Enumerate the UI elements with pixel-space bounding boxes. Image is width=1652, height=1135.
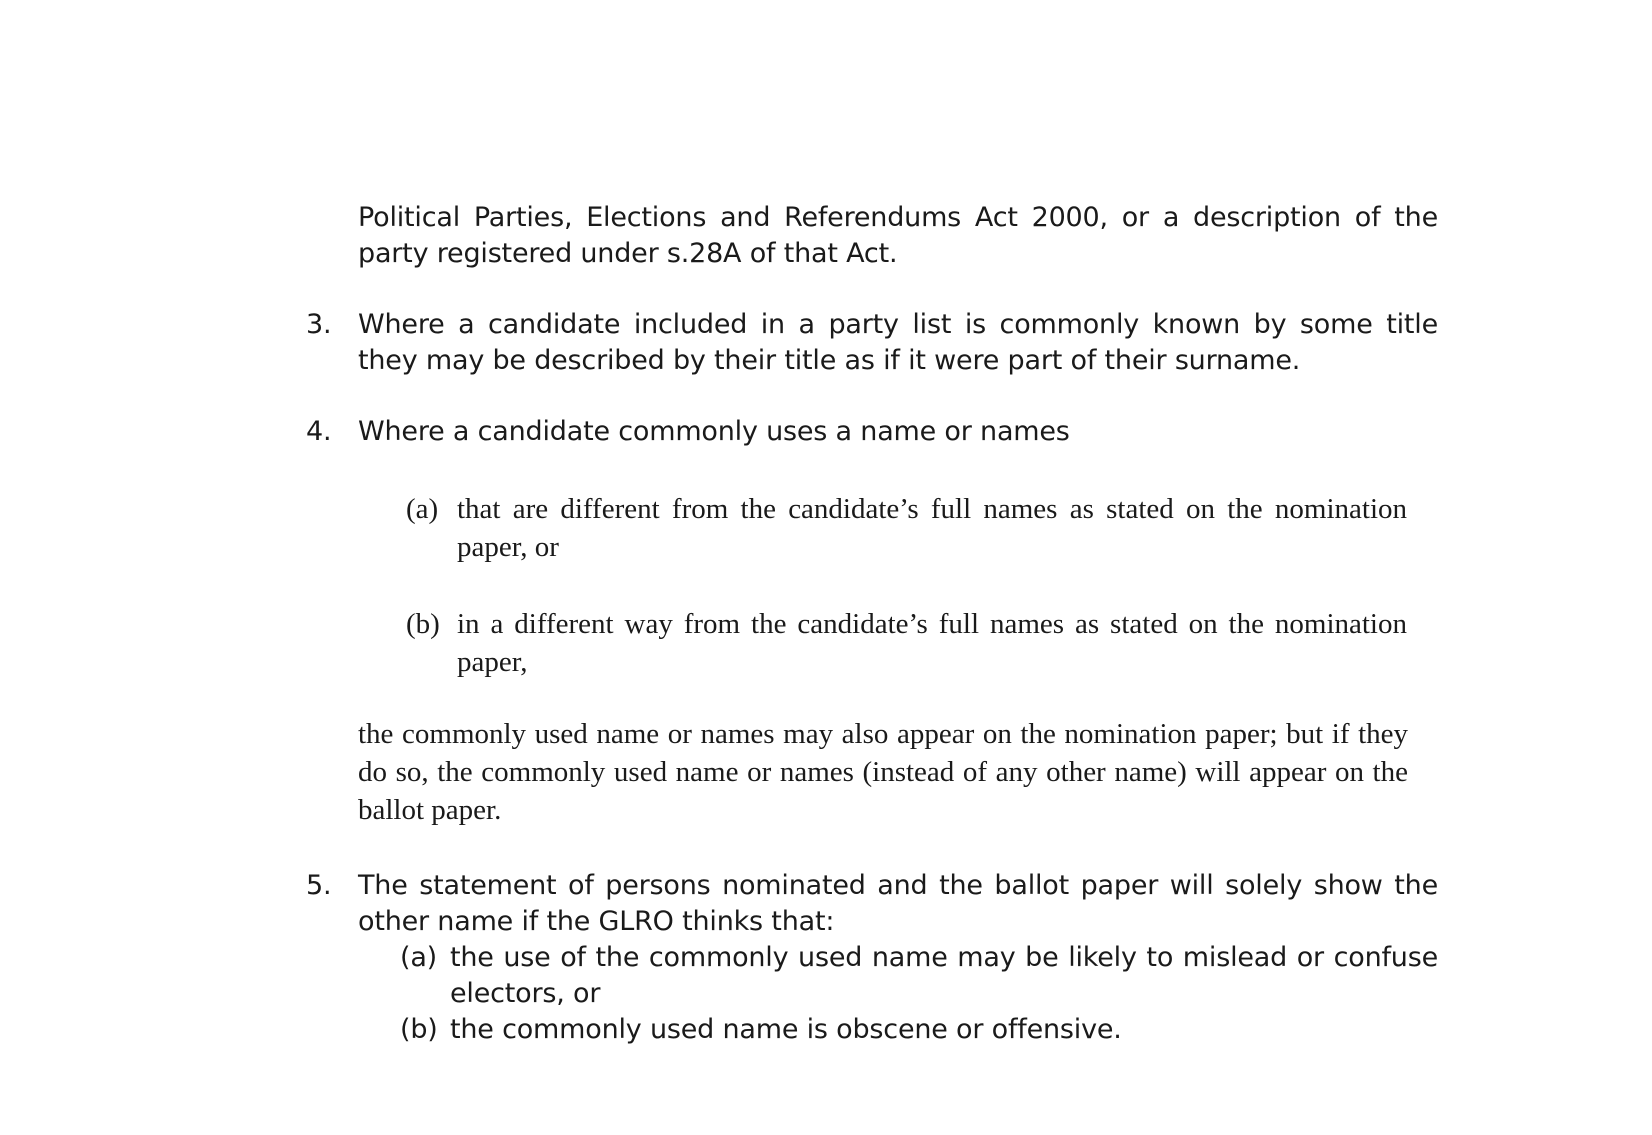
item-4-closing: the commonly used name or names may also appear on the nomination paper; but if they do so, the commonly used name or names (instead of any other name) will appear on the ballot paper.	[358, 718, 1408, 826]
item-4-sub-a-text: that are different from the candidate’s full names as stated on the nomination paper, or	[457, 493, 1407, 563]
item-4-sub-b-text: in a different way from the candidate’s full names as stated on the nomination paper,	[457, 608, 1407, 678]
item-5-sub-b-label: (b)	[400, 1014, 438, 1045]
item-4-text: Where a candidate commonly uses a name or names	[358, 416, 1070, 447]
item-4-sub-a-label: (a)	[406, 493, 439, 525]
item-5-text: The statement of persons nominated and the ballot paper will solely show the other name if the GLRO thinks that:	[358, 870, 1438, 937]
item-5-number: 5.	[306, 870, 332, 901]
continuation-paragraph: Political Parties, Elections and Referendums Act 2000, or a description of the party registered under s.28A of that Act.	[358, 202, 1438, 269]
item-5-sub-a-text: the use of the commonly used name may be likely to mislead or confuse electors, or	[450, 942, 1438, 1009]
item-3-number: 3.	[306, 309, 332, 340]
item-3-text: Where a candidate included in a party list is commonly known by some title they may be described by their title as if it were part of their surname.	[358, 309, 1438, 376]
item-5-sub-a-label: (a)	[400, 942, 438, 973]
item-4-sub-b-label: (b)	[406, 608, 440, 640]
item-4-number: 4.	[306, 416, 332, 447]
item-5-sub-b-text: the commonly used name is obscene or offensive.	[450, 1014, 1122, 1045]
